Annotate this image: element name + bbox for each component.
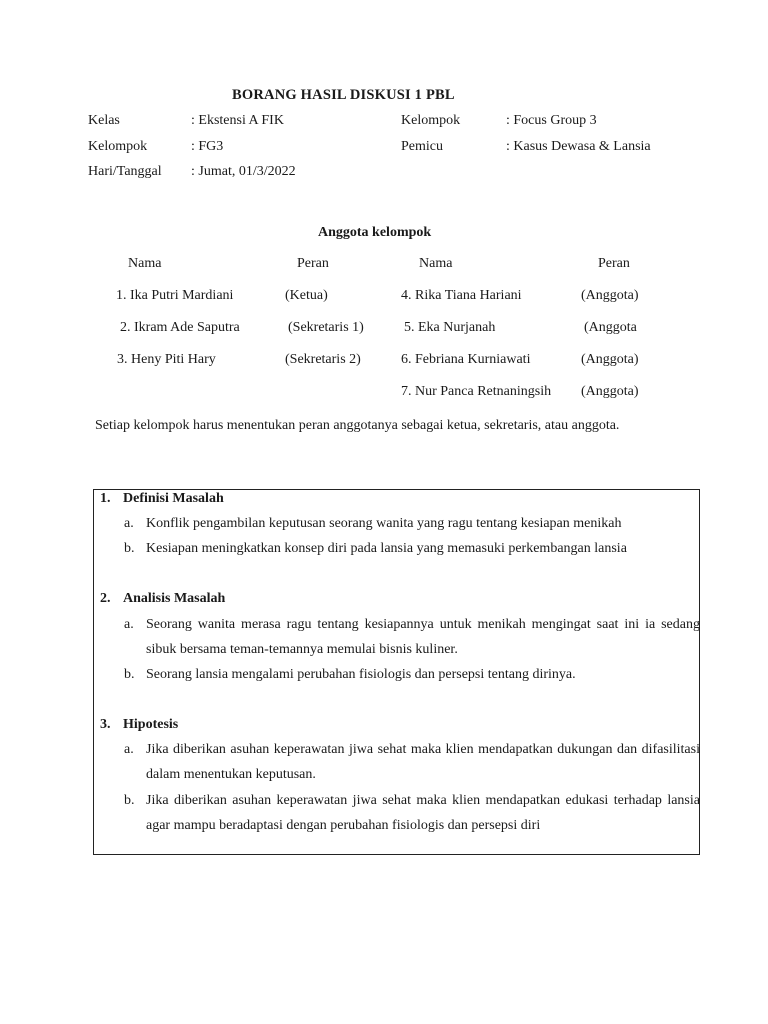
member-role: (Anggota	[584, 320, 637, 335]
member-role: (Ketua)	[285, 288, 328, 303]
item-text: Jika diberikan asuhan keperawatan jiwa sehat maka klien mendapatkan edukasi terhadap lansia agar mampu beradaptasi dengan perubahan fisiologis dan persepsi diri	[146, 793, 700, 833]
member-name: 4. Rika Tiana Hariani	[401, 288, 522, 303]
section-number: 3.	[100, 717, 111, 732]
hari-label: Hari/Tanggal	[88, 164, 162, 179]
section-title-analisis	[100, 591, 225, 607]
item-marker: b.	[124, 667, 135, 682]
column-nama-left: Nama	[128, 256, 162, 271]
pemicu-label: Pemicu	[401, 139, 443, 154]
member-role: (Anggota)	[581, 288, 639, 303]
hari-value: : Jumat, 01/3/2022	[191, 164, 296, 179]
section-title-text: Hipotesis	[123, 717, 179, 732]
kelas-label: Kelas	[88, 113, 120, 128]
item-marker: a.	[124, 617, 134, 632]
info-row-hari	[0, 164, 768, 184]
section-title-definisi	[100, 491, 224, 507]
member-name: 6. Febriana Kurniawati	[401, 352, 531, 367]
item-text: Seorang lansia mengalami perubahan fisiologis dan persepsi tentang dirinya.	[146, 667, 576, 682]
kelas-value: : Ekstensi A FIK	[191, 113, 284, 128]
section-title-text: Definisi Masalah	[123, 491, 224, 506]
member-name: 1. Ika Putri Mardiani	[116, 288, 234, 303]
item-text: Konflik pengambilan keputusan seorang wanita yang ragu tentang kesiapan menikah	[146, 516, 622, 531]
item-text: Kesiapan meningkatkan konsep diri pada lansia yang memasuki perkembangan lansia	[146, 541, 627, 556]
kelompok-value-right: : Focus Group 3	[506, 113, 597, 128]
info-row-kelompok	[0, 139, 768, 159]
members-header: Anggota kelompok	[318, 225, 432, 240]
kelompok-label-right: Kelompok	[401, 113, 461, 128]
pemicu-value: : Kasus Dewasa & Lansia	[506, 139, 651, 154]
member-role: (Anggota)	[581, 384, 639, 399]
member-role: (Sekretaris 2)	[285, 352, 361, 367]
section-number: 1.	[100, 491, 111, 506]
member-name: 2. Ikram Ade Saputra	[120, 320, 240, 335]
member-name: 7. Nur Panca Retnaningsih	[401, 384, 552, 399]
item-text: Jika diberikan asuhan keperawatan jiwa sehat maka klien mendapatkan dukungan dan difasilitasi dalam menentukan keputusan.	[146, 742, 700, 782]
section-title-hipotesis	[100, 717, 178, 733]
section-title-text: Analisis Masalah	[123, 591, 226, 606]
member-name: 5. Eka Nurjanah	[404, 320, 496, 335]
discussion-box	[93, 489, 700, 855]
column-peran-right: Peran	[598, 256, 630, 271]
member-role: (Anggota)	[581, 352, 639, 367]
document-title: BORANG HASIL DISKUSI 1 PBL	[232, 87, 455, 103]
item-marker: a.	[124, 742, 134, 757]
role-note: Setiap kelompok harus menentukan peran anggotanya sebagai ketua, sekretaris, atau anggota.	[95, 418, 620, 433]
item-text: Seorang wanita merasa ragu tentang kesiapannya untuk menikah mengingat saat ini ia sedang sibuk bersama teman-temannya memulai bisnis kuliner.	[146, 617, 700, 657]
kelompok-label: Kelompok	[88, 139, 148, 154]
kelompok-value: : FG3	[191, 139, 224, 154]
item-marker: b.	[124, 793, 135, 808]
section-number: 2.	[100, 591, 111, 606]
info-row-kelas	[0, 113, 768, 133]
member-role: (Sekretaris 1)	[288, 320, 364, 335]
item-marker: a.	[124, 516, 134, 531]
member-name: 3. Heny Piti Hary	[117, 352, 216, 367]
column-peran-left: Peran	[297, 256, 329, 271]
column-nama-right: Nama	[419, 256, 453, 271]
item-marker: b.	[124, 541, 135, 556]
